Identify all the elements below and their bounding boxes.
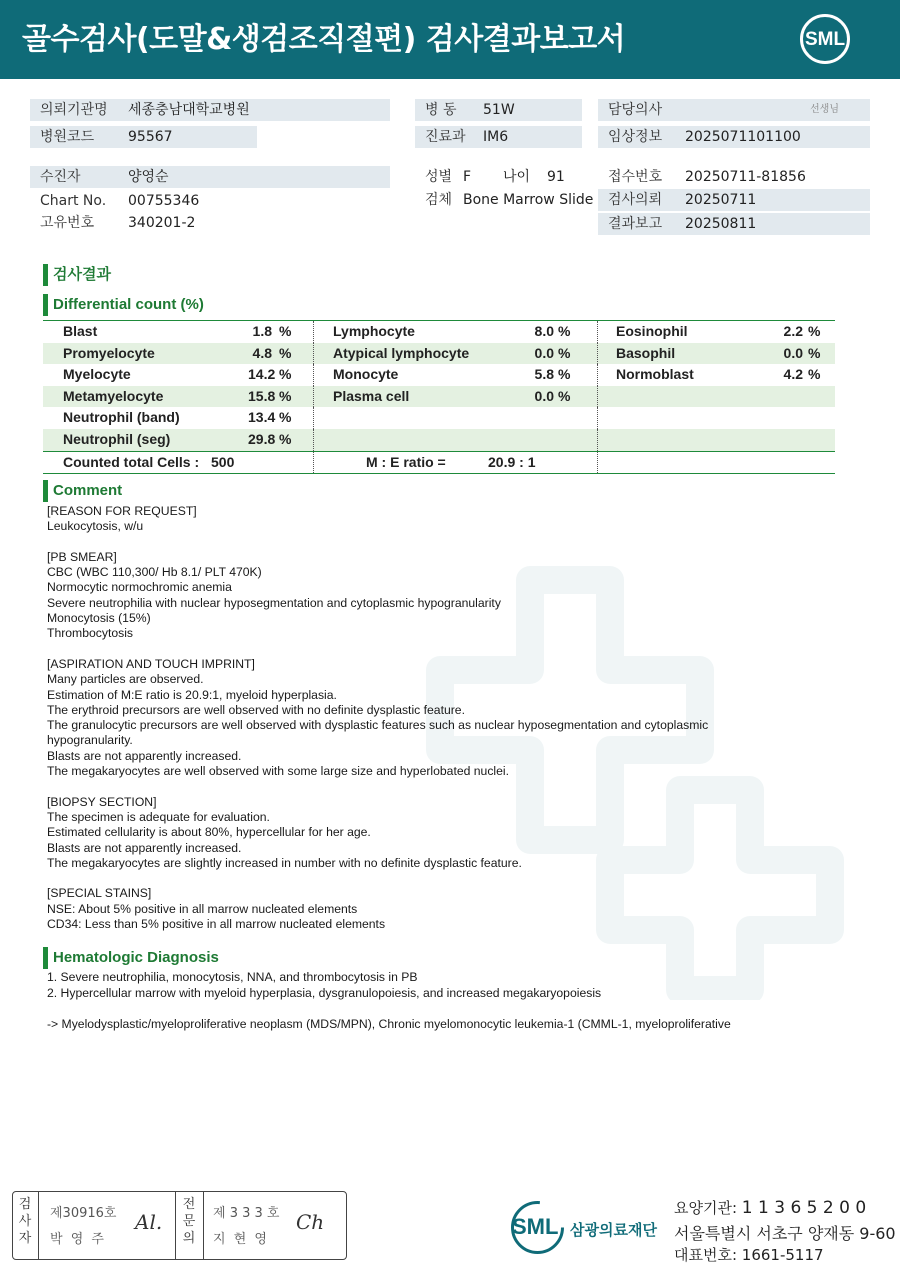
patient-name: 양영순 [128,169,169,185]
table-row [43,429,835,451]
institution-value: 세종충남대학교병원 [128,102,250,118]
sml-logo: SML [800,14,850,64]
cell-value: 2.2 [783,323,803,339]
comment-paragraph [47,886,847,932]
comment-heading-line: [REASON FOR REQUEST] [47,504,197,518]
cell-value: 0.0 [534,387,554,404]
cell-name: Basophil [616,344,676,361]
comment-line: Thrombocytosis [47,626,134,641]
report-date-value: 20250811 [685,216,757,232]
examiner-name: 박 영 주 [50,1232,106,1247]
cell-name: Myelocyte [63,366,131,383]
comment-line: CBC (WBC 110,300/ Hb 8.1/ PLT 470K) [47,565,262,580]
age-value: 91 [547,169,565,185]
comment-line: Leukocytosis, w/u [47,519,144,534]
examiner-signature: Al. [135,1210,163,1234]
table-row [43,386,835,408]
chart-value: 00755346 [128,193,200,209]
cell-name: Neutrophil (band) [63,409,180,426]
diagnosis-line: 1. Severe neutrophilia, monocytosis, NNA, and thrombocytosis in PB [47,970,418,984]
footer-address: 서울특별시 서초구 양재동 9-60 [674,1224,896,1243]
patient-field: 수진자 양영순 [30,166,390,188]
request-date-field: 검사의뢰 20250711 [598,189,870,211]
comment-heading-line: [SPECIAL STAINS] [47,886,152,901]
specialist-number: 제 3 3 3 호 [213,1206,280,1221]
comment-line: The specimen is adequate for evaluation. [47,809,270,824]
sex-age-field: 성별 F 나이 91 [415,166,595,188]
institution-code: 요양기관: 1 1 3 6 5 2 0 0 [674,1198,867,1218]
cell-unit: % [279,323,292,339]
total-cells-value: 500 [211,453,235,470]
cell-value: 1.8 [252,323,272,339]
ward-value: 51W [483,102,515,118]
comment-line: Blasts are not apparently increased. [47,840,242,855]
cell-value: 0.0 [534,344,554,361]
doctor-field: 담당의사 선생님 [598,99,870,121]
org-name: 삼광의료재단 [570,1221,657,1239]
cell-name: Metamyelocyte [63,387,164,404]
clinical-field: 임상정보 2025071101100 [598,126,870,148]
cell-value: 5.8 [534,366,554,383]
comment-paragraph [47,550,847,642]
specimen-value: Bone Marrow Slide [463,192,594,208]
me-ratio-value: 20.9 : 1 [488,453,536,470]
report-date-field: 결과보고 20250811 [598,213,870,235]
cell-unit: % [808,323,821,339]
comment-paragraph [47,504,847,535]
specialist-signature: Ch [296,1210,325,1234]
comment-line: NSE: About 5% positive in all marrow nucleated elements [47,901,358,916]
cell-unit: % [558,344,571,361]
cell-value: 8.0 [534,323,554,339]
unique-field: 고유번호 340201-2 [30,212,390,234]
cell-unit: % [558,323,571,339]
examiner-label: 검 사 자 [18,1197,32,1246]
hospital-code-value: 95567 [128,129,173,145]
footer-logo-text: SML [512,1214,559,1239]
clinical-value: 2025071101100 [685,129,801,145]
cell-name: Eosinophil [616,323,688,339]
diagnosis-line: 2. Hypercellular marrow with myeloid hyperplasia, dysgranulopoiesis, and increased megakaryopoiesis [47,986,602,1000]
receipt-value: 20250711-81856 [685,169,806,185]
cell-name: Neutrophil (seg) [63,430,171,447]
cell-name: Normoblast [616,366,694,383]
cell-value: 14.2 [248,366,276,383]
diagnosis-heading: Hematologic Diagnosis [43,947,219,969]
receipt-field: 접수번호 20250711-81856 [598,166,870,188]
comment-line: CD34: Less than 5% positive in all marrow nucleated elements [47,917,386,932]
comment-line: The granulocytic precursors are well observed with dysplastic features such as nuclear hyposegmentation and cytoplasmic [47,718,709,733]
cell-unit: % [279,366,292,383]
table-row [43,407,835,429]
comment-line: The megakaryocytes are well observed with some large size and hyperlobated nuclei. [47,764,510,779]
sex-value: F [463,169,472,185]
diagnosis-conclusion: -> Myelodysplastic/myeloproliferative neoplasm (MDS/MPN), Chronic myelomonocytic leukemia-1 (CMML-1, myeloproliferative [47,1017,731,1031]
unique-value: 340201-2 [128,215,196,231]
chart-field: Chart No. 00755346 [30,190,390,212]
result-heading: 검사결과 [43,264,111,286]
signature-box [12,1191,347,1260]
comment-line: Estimation of M:E ratio is 20.9:1, myeloid hyperplasia. [47,687,337,702]
specimen-field: 검체 Bone Marrow Slide [415,189,605,211]
cell-name: Atypical lymphocyte [333,344,470,361]
cell-value: 15.8 [248,387,276,404]
specialist-label: 전 문 의 [182,1197,196,1246]
cell-unit: % [279,387,292,404]
cell-name: Plasma cell [333,387,410,404]
ward-field: 병 동 51W [415,99,582,121]
cell-value: 4.8 [252,344,272,361]
comment-line: Normocytic normochromic anemia [47,580,232,595]
cell-unit: % [808,366,821,383]
differential-heading: Differential count (%) [43,294,204,316]
dept-value: IM6 [483,129,509,145]
examiner-number: 제30916호 [50,1206,117,1221]
specialist-name: 지 현 영 [213,1232,269,1247]
comment-heading-line: [PB SMEAR] [47,549,117,564]
comment-line: Estimated cellularity is about 80%, hypercellular for her age. [47,825,371,840]
differential-table [43,320,835,474]
comment-line: Severe neutrophilia with nuclear hyposegmentation and cytoplasmic hypogranularity [47,595,501,610]
table-row [43,364,835,386]
dept-field: 진료과 IM6 [415,126,582,148]
comment-line: hypogranularity. [47,733,133,748]
cell-value: 29.8 [248,430,276,447]
hospital-code-field: 병원코드 95567 [30,126,257,148]
comment-line: Many particles are observed. [47,672,204,687]
report-header [0,0,900,79]
comment-heading-line: [BIOPSY SECTION] [47,794,157,809]
comment-paragraph [47,795,847,871]
comment-body [47,504,847,948]
cell-unit: % [558,366,571,383]
cell-unit: % [558,387,571,404]
cell-unit: % [808,344,821,361]
comment-heading-line: [ASPIRATION AND TOUCH IMPRINT] [47,656,255,671]
footer-phone: 대표번호: 1661-5117 [674,1246,824,1264]
cell-value: 13.4 [248,409,276,426]
differential-footer: Counted total Cells : 500 M : E ratio = 20.9 : 1 [43,451,835,473]
cell-unit: % [279,344,292,361]
comment-line: Monocytosis (15%) [47,611,151,626]
request-date-value: 20250711 [685,192,757,208]
cell-name: Blast [63,323,98,339]
comment-paragraph [47,657,847,779]
table-row [43,343,835,365]
cell-name: Monocyte [333,366,399,383]
comment-line: The erythroid precursors are well observed with no definite dysplastic feature. [47,702,465,717]
report-title: 골수검사(도말&생검조직절편) 검사결과보고서 [22,22,626,57]
cell-name: Lymphocyte [333,323,415,339]
comment-line: The megakaryocytes are slightly increased in number with no definite dysplastic feature. [47,855,522,870]
diagnosis-body [47,969,731,1032]
comment-heading: Comment [43,480,122,502]
cell-unit: % [279,430,292,447]
cell-unit: % [279,409,292,426]
institution-field: 의뢰기관명 세종충남대학교병원 [30,99,390,121]
table-row [43,321,835,343]
cell-value: 0.0 [783,344,803,361]
comment-line: Blasts are not apparently increased. [47,748,242,763]
cell-name: Promyelocyte [63,344,155,361]
differential-rows [43,321,835,451]
cell-value: 4.2 [783,366,803,383]
